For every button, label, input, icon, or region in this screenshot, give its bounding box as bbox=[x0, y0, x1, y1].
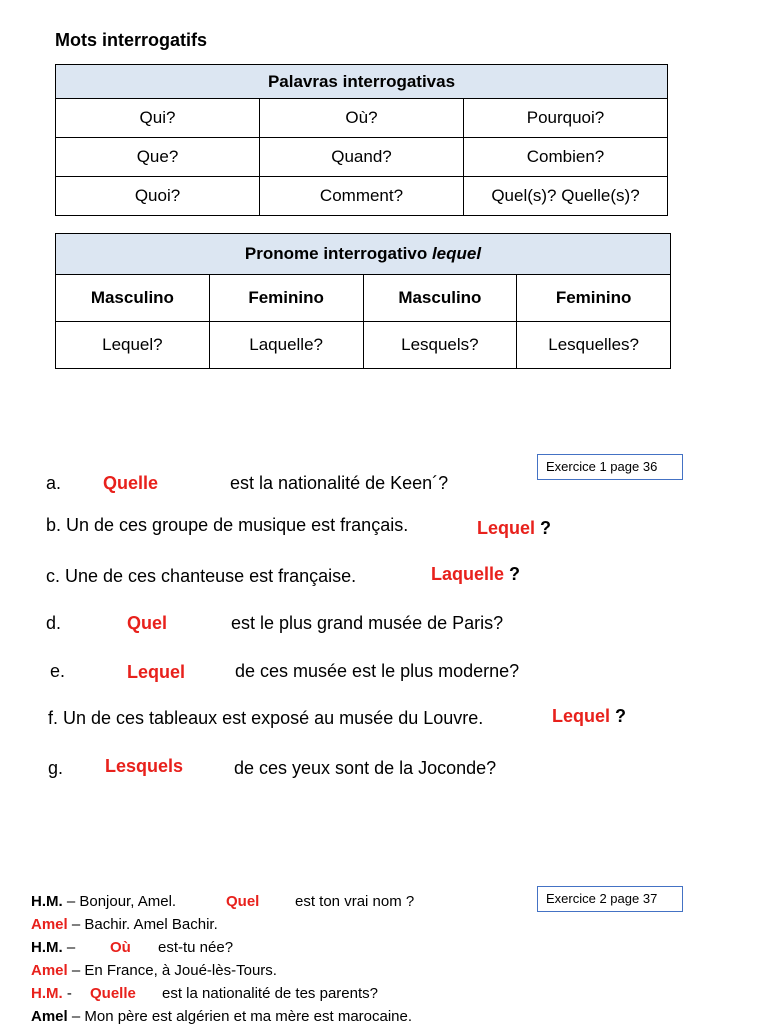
lequel-pronoun-table bbox=[55, 233, 671, 369]
answer-c-group bbox=[431, 564, 520, 585]
line-letter-e: e. bbox=[50, 661, 66, 681]
dialogue-text: – Mon père est algérien et ma mère est marocaine. bbox=[67, 1008, 413, 1025]
answer-d: Quel bbox=[127, 613, 168, 633]
answer-f-group bbox=[552, 706, 626, 727]
table-row bbox=[56, 99, 668, 138]
question-mark: ? bbox=[509, 564, 521, 584]
table-row bbox=[56, 177, 668, 216]
table-cell: Quel(s)? Quelle(s)? bbox=[464, 177, 668, 216]
line-letter: a. bbox=[46, 473, 62, 493]
speaker: Amel bbox=[31, 916, 68, 933]
dialogue-line-1 bbox=[31, 893, 176, 910]
line-letter-g: g. bbox=[48, 758, 64, 778]
column-header: Feminino bbox=[517, 275, 671, 322]
table-cell: Qui? bbox=[56, 99, 260, 138]
table-header-text: Pronome interrogativo bbox=[244, 244, 432, 263]
line-text-b: b. Un de ces groupe de musique est français. bbox=[46, 515, 409, 535]
dialogue-line-5 bbox=[31, 985, 72, 1002]
speaker: H.M. bbox=[31, 939, 63, 956]
table-cell: Quoi? bbox=[56, 177, 260, 216]
table-header bbox=[56, 234, 671, 275]
line-text-c: c. Une de ces chanteuse est française. bbox=[46, 566, 357, 586]
dialogue-answer-3: Où bbox=[110, 939, 131, 956]
table-header: Palavras interrogativas bbox=[56, 65, 668, 99]
line-text-e: de ces musée est le plus moderne? bbox=[235, 661, 520, 681]
column-header: Masculino bbox=[363, 275, 517, 322]
table-cell: Que? bbox=[56, 138, 260, 177]
answer-b: Lequel bbox=[477, 518, 536, 538]
table-cell: Lequel? bbox=[56, 322, 210, 369]
dialogue-text: – Bachir. Amel Bachir. bbox=[67, 916, 218, 933]
dialogue-line-6 bbox=[31, 1008, 412, 1025]
answer-f: Lequel bbox=[552, 706, 611, 726]
line-letter-d: d. bbox=[46, 613, 62, 633]
dialogue-answer-5: Quelle bbox=[90, 985, 136, 1002]
answer-e: Lequel bbox=[127, 662, 186, 682]
answer-c: Laquelle bbox=[431, 564, 505, 584]
dialogue-line-3 bbox=[31, 939, 75, 956]
dialogue-rest-3: est-tu née? bbox=[158, 939, 234, 956]
answer-b-group bbox=[477, 518, 551, 539]
dialogue-rest-1: est ton vrai nom ? bbox=[295, 893, 415, 910]
line-text-d: est le plus grand musée de Paris? bbox=[231, 613, 504, 633]
dialogue-line-2 bbox=[31, 916, 218, 933]
speaker: H.M. bbox=[31, 985, 63, 1002]
exercise-1-label: Exercice 1 page 36 bbox=[537, 454, 683, 480]
dialogue-line-4 bbox=[31, 962, 277, 979]
line-text-a: est la nationalité de Keen´? bbox=[230, 473, 449, 493]
exercise-line-a bbox=[46, 473, 61, 494]
table-row bbox=[56, 138, 668, 177]
table-cell: Pourquoi? bbox=[464, 99, 668, 138]
table-cell: Comment? bbox=[260, 177, 464, 216]
answer-g: Lesquels bbox=[105, 756, 184, 776]
dialogue-text: - bbox=[62, 985, 72, 1002]
table-cell: Lesquelles? bbox=[517, 322, 671, 369]
column-header: Masculino bbox=[56, 275, 210, 322]
table-cell: Combien? bbox=[464, 138, 668, 177]
line-text-f: f. Un de ces tableaux est exposé au musée du Louvre. bbox=[48, 708, 484, 728]
dialogue-text: – En France, à Joué-lès-Tours. bbox=[67, 962, 277, 979]
speaker: Amel bbox=[31, 1008, 68, 1025]
table-cell: Quand? bbox=[260, 138, 464, 177]
exercise-2-label: Exercice 2 page 37 bbox=[537, 886, 683, 912]
table-cell: Laquelle? bbox=[209, 322, 363, 369]
question-mark: ? bbox=[540, 518, 552, 538]
speaker: H.M. bbox=[31, 893, 63, 910]
dialogue-text: – Bonjour, Amel. bbox=[62, 893, 177, 910]
table-cell: Lesquels? bbox=[363, 322, 517, 369]
table-row bbox=[56, 275, 671, 322]
answer-a: Quelle bbox=[103, 473, 159, 493]
line-text-g: de ces yeux sont de la Joconde? bbox=[234, 758, 497, 778]
table-row bbox=[56, 322, 671, 369]
dialogue-rest-5: est la nationalité de tes parents? bbox=[162, 985, 378, 1002]
speaker: Amel bbox=[31, 962, 68, 979]
dialogue-answer-1: Quel bbox=[226, 893, 260, 910]
page-title: Mots interrogatifs bbox=[55, 30, 208, 50]
table-header-italic: lequel bbox=[431, 244, 482, 263]
dialogue-text: – bbox=[62, 939, 76, 956]
table-cell: Où? bbox=[260, 99, 464, 138]
question-mark: ? bbox=[615, 706, 627, 726]
column-header: Feminino bbox=[209, 275, 363, 322]
interrogative-words-table bbox=[55, 64, 668, 216]
